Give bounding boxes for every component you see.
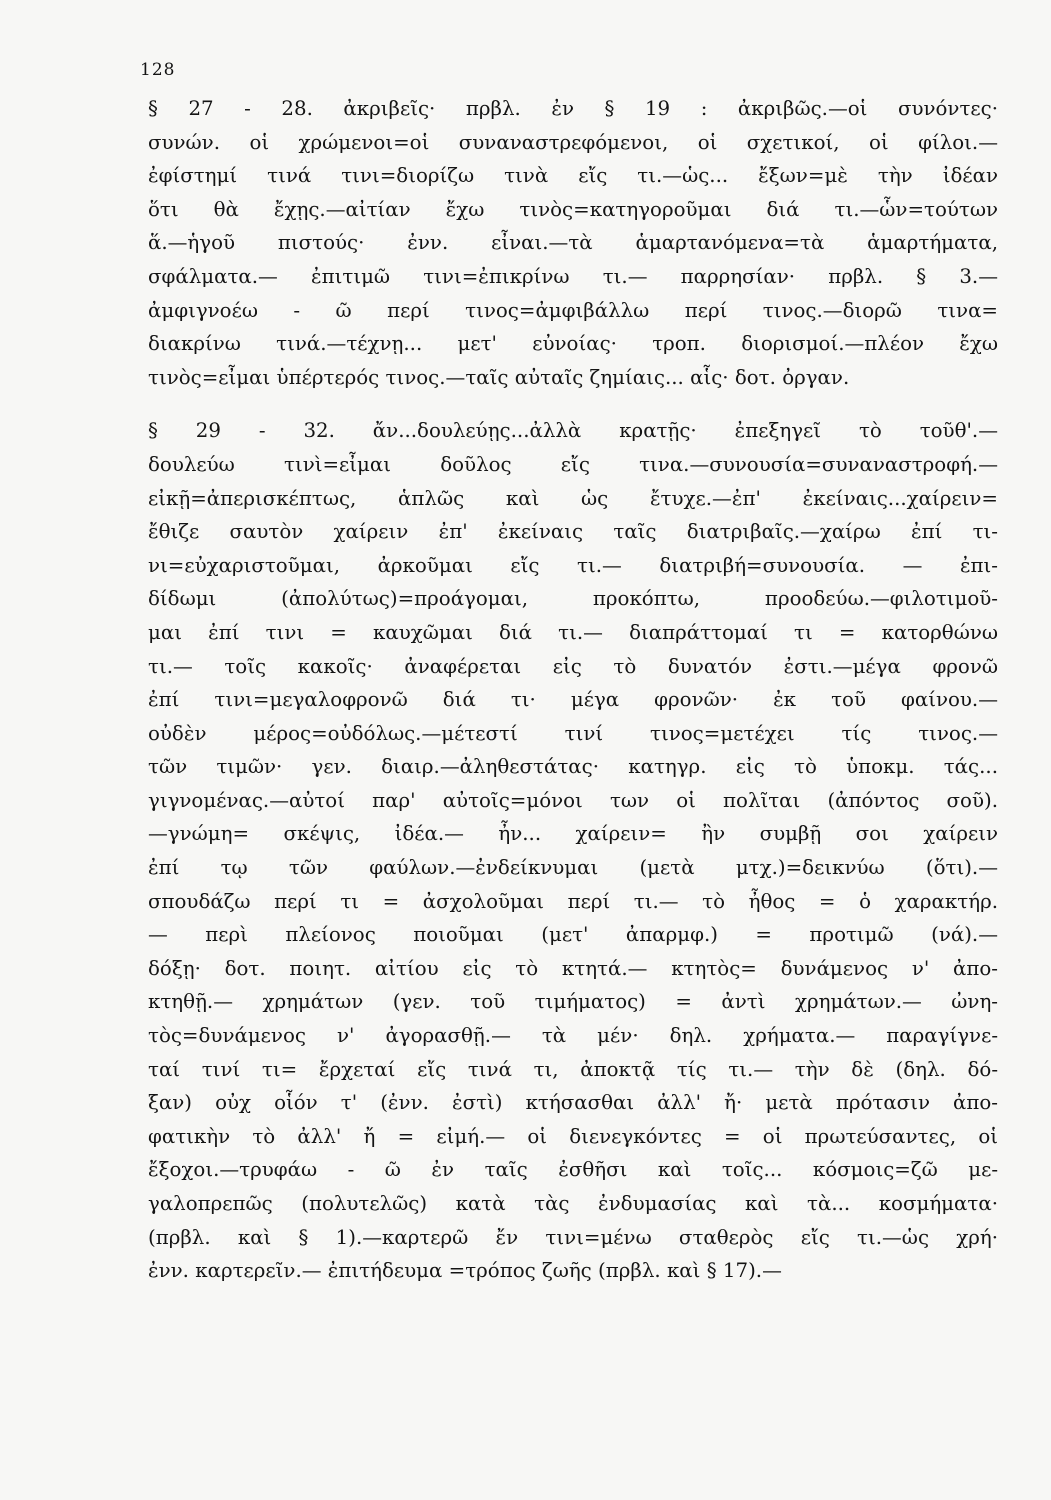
text-line: (πρβλ. καὶ § 1).—καρτερῶ ἔν τινι=μένω σταθερὸς εἴς τι.—ὡς χρή· — [148, 1225, 998, 1249]
text-line: ἐνν. καρτερεῖν.— ἐπιτήδευμα =τρόπος ζωῆς (πρβλ. καὶ § 17).— — [148, 1259, 782, 1283]
text-line: νι=εὐχαριστοῦμαι, ἀρκοῦμαι εἴς τι.— διατριβή=συνουσία. — ἐπι- — [148, 553, 998, 577]
text-line: ἔξοχοι.—τρυφάω - ῶ ἐν ταῖς ἐσθῆσι καὶ τοῖς... κόσμοις=ζῶ με- — [148, 1158, 998, 1182]
text-line: ἐφίστημί τινά τινι=διορίζω τινὰ εἴς τι.—ὡς... ἔξων=μὲ τὴν ἰδέαν — [148, 164, 998, 188]
text-line: ξαν) οὐχ οἷόν τ' (ἐνν. ἐστὶ) κτήσασθαι ἀλλ' ἤ· μετὰ πρότασιν ἀπο- — [148, 1091, 998, 1115]
text-line: ἐπί τινι=μεγαλοφρονῶ διά τι· μέγα φρονῶν· ἐκ τοῦ φαίνου.— — [148, 688, 998, 712]
text-line: § 29 - 32. ἄν...δουλεύῃς...ἀλλὰ κρατῇς· ἐπεξηγεῖ τὸ τοῦθ'.— — [148, 419, 998, 443]
commentary-text — [148, 92, 998, 1288]
text-line: γιγνομένας.—αὐτοί παρ' αὐτοῖς=μόνοι των οἱ πολῖται (ἀπόντος σοῦ). — [148, 788, 998, 812]
paragraph-gap — [148, 394, 998, 414]
text-line: ἅ.—ἡγοῦ πιστούς· ἐνν. εἶναι.—τὰ ἁμαρτανόμενα=τὰ ἁμαρτήματα, — [148, 231, 998, 255]
text-line: φατικὴν τὸ ἀλλ' ἤ = εἰμή.— οἱ διενεγκόντες = οἱ πρωτεύσαντες, οἱ — [148, 1124, 998, 1148]
text-line: τι.— τοῖς κακοῖς· ἀναφέρεται εἰς τὸ δυνατόν ἐστι.—μέγα φρονῶ — [148, 654, 998, 678]
text-line: δουλεύω τινὶ=εἶμαι δοῦλος εἴς τινα.—συνουσία=συναναστροφή.— — [148, 452, 998, 476]
text-line: κτηθῇ.— χρημάτων (γεν. τοῦ τιμήματος) = ἀντὶ χρημάτων.— ὠνη- — [148, 990, 998, 1014]
text-line: δόξῃ· δοτ. ποιητ. αἰτίου εἰς τὸ κτητά.— κτητὸς= δυνάμενος ν' ἀπο- — [148, 956, 998, 980]
text-line: ταί τινί τι= ἔρχεταί εἴς τινά τι, ἀποκτᾷ τίς τι.— τὴν δὲ (δηλ. δό- — [148, 1057, 998, 1081]
text-line: τὸς=δυνάμενος ν' ἀγορασθῇ.— τὰ μέν· δηλ. χρήματα.— παραγίγνε- — [148, 1024, 998, 1048]
text-line: — περὶ πλείονος ποιοῦμαι (μετ' ἀπαρμφ.) = προτιμῶ (νά).— — [148, 923, 998, 947]
text-line: τινὸς=εἶμαι ὑπέρτερός τινος.—ταῖς αὐταῖς ζημίαις... αἷς· δοτ. ὀργαν. — [148, 365, 850, 389]
text-line: οὐδὲν μέρος=οὐδόλως.—μέτεστί τινί τινος=μετέχει τίς τινος.— — [148, 721, 998, 745]
text-line: εἰκῇ=ἀπερισκέπτως, ἁπλῶς καὶ ὡς ἔτυχε.—ἐπ' ἐκείναις...χαίρειν= — [148, 486, 998, 510]
text-line: —γνώμη= σκέψις, ἰδέα.— ἦν... χαίρειν= ἢν συμβῇ σοι χαίρειν — [148, 822, 998, 846]
text-line: § 27 - 28. ἀκριβεῖς· πρβλ. ἐν § 19 : ἀκριβῶς.—οἱ συνόντες· — [148, 97, 998, 120]
text-line: ὅτι θὰ ἔχῃς.—αἰτίαν ἔχω τινὸς=κατηγοροῦμαι διά τι.—ὧν=τούτων — [148, 197, 998, 221]
page-number: 128 — [140, 60, 176, 80]
text-line: ἔθιζε σαυτὸν χαίρειν ἐπ' ἐκείναις ταῖς διατριβαῖς.—χαίρω ἐπί τι- — [148, 520, 998, 544]
text-line: διακρίνω τινά.—τέχνῃ... μετ' εὐνοίας· τροπ. διορισμοί.—πλέον ἔχω — [148, 332, 998, 356]
text-line: ἀμφιγνοέω - ῶ περί τινος=ἀμφιβάλλω περί τινος.—διορῶ τινα= — [148, 298, 998, 322]
text-line: ἐπί τῳ τῶν φαύλων.—ἐνδείκνυμαι (μετὰ μτχ.)=δεικνύω (ὅτι).— — [148, 856, 998, 880]
text-line: σπουδάζω περί τι = ἀσχολοῦμαι περί τι.— τὸ ἦθος = ὁ χαρακτήρ. — [148, 889, 998, 913]
text-line: μαι ἐπί τινι = καυχῶμαι διά τι.— διαπράττομαί τι = κατορθώνω — [148, 620, 998, 644]
text-line: δίδωμι (ἀπολύτως)=προάγομαι, προκόπτω, προοδεύω.—φιλοτιμοῦ- — [148, 587, 998, 611]
paragraph-27-28 — [148, 92, 998, 394]
text-line: συνών. οἱ χρώμενοι=οἱ συναναστρεφόμενοι, οἱ σχετικοί, οἱ φίλοι.— — [148, 130, 998, 154]
text-line: τῶν τιμῶν· γεν. διαιρ.—ἀληθεστάτας· κατηγρ. εἰς τὸ ὑποκμ. τάς... — [148, 755, 998, 779]
text-line: σφάλματα.— ἐπιτιμῶ τινι=ἐπικρίνω τι.— παρρησίαν· πρβλ. § 3.— — [148, 264, 998, 288]
text-line: γαλοπρεπῶς (πολυτελῶς) κατὰ τὰς ἐνδυμασίας καὶ τὰ... κοσμήματα· — [148, 1192, 998, 1215]
paragraph-29-32 — [148, 414, 998, 1287]
